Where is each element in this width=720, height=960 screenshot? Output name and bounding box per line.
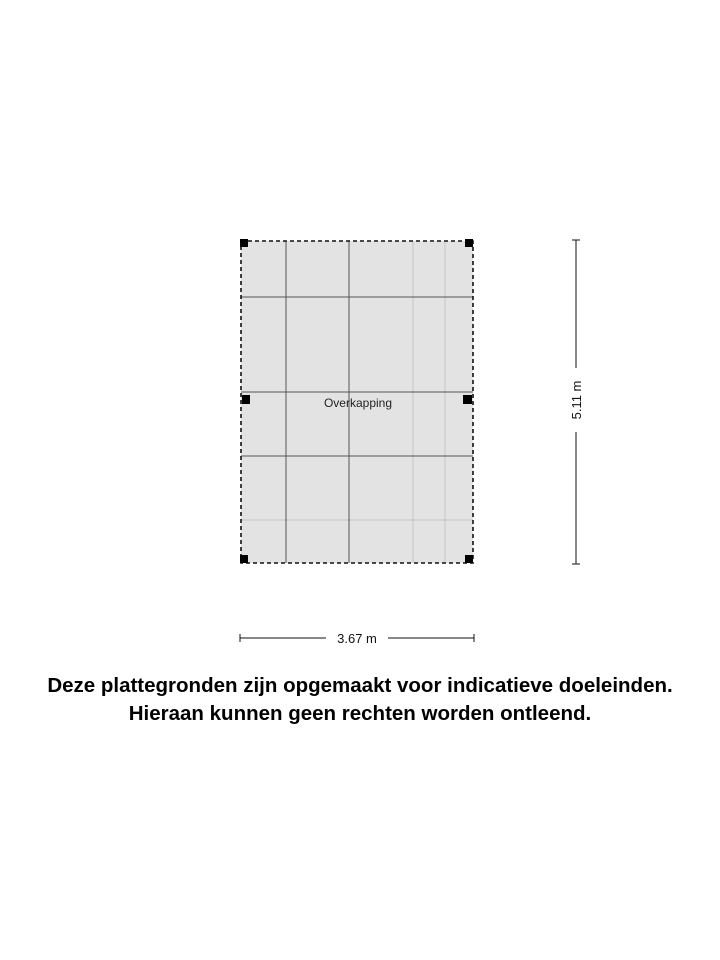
post-mid-right [463, 395, 472, 404]
width-dimension [240, 631, 474, 646]
disclaimer-line-2: Hieraan kunnen geen rechten worden ontleend. [128, 702, 592, 725]
disclaimer-line-1: Deze plattegronden zijn opgemaakt voor indicatieve doeleinden. [47, 674, 673, 697]
post-bottom-right [465, 555, 473, 563]
room-label: Overkapping [323, 396, 393, 410]
post-mid-left [242, 395, 250, 404]
post-top-right [465, 239, 473, 247]
post-bottom-left [240, 555, 248, 563]
depth-dimension-label: 5.11 m [569, 380, 584, 420]
post-top-left [240, 239, 248, 247]
width-dimension-label: 3.67 m [337, 631, 377, 646]
depth-dimension [569, 240, 584, 564]
